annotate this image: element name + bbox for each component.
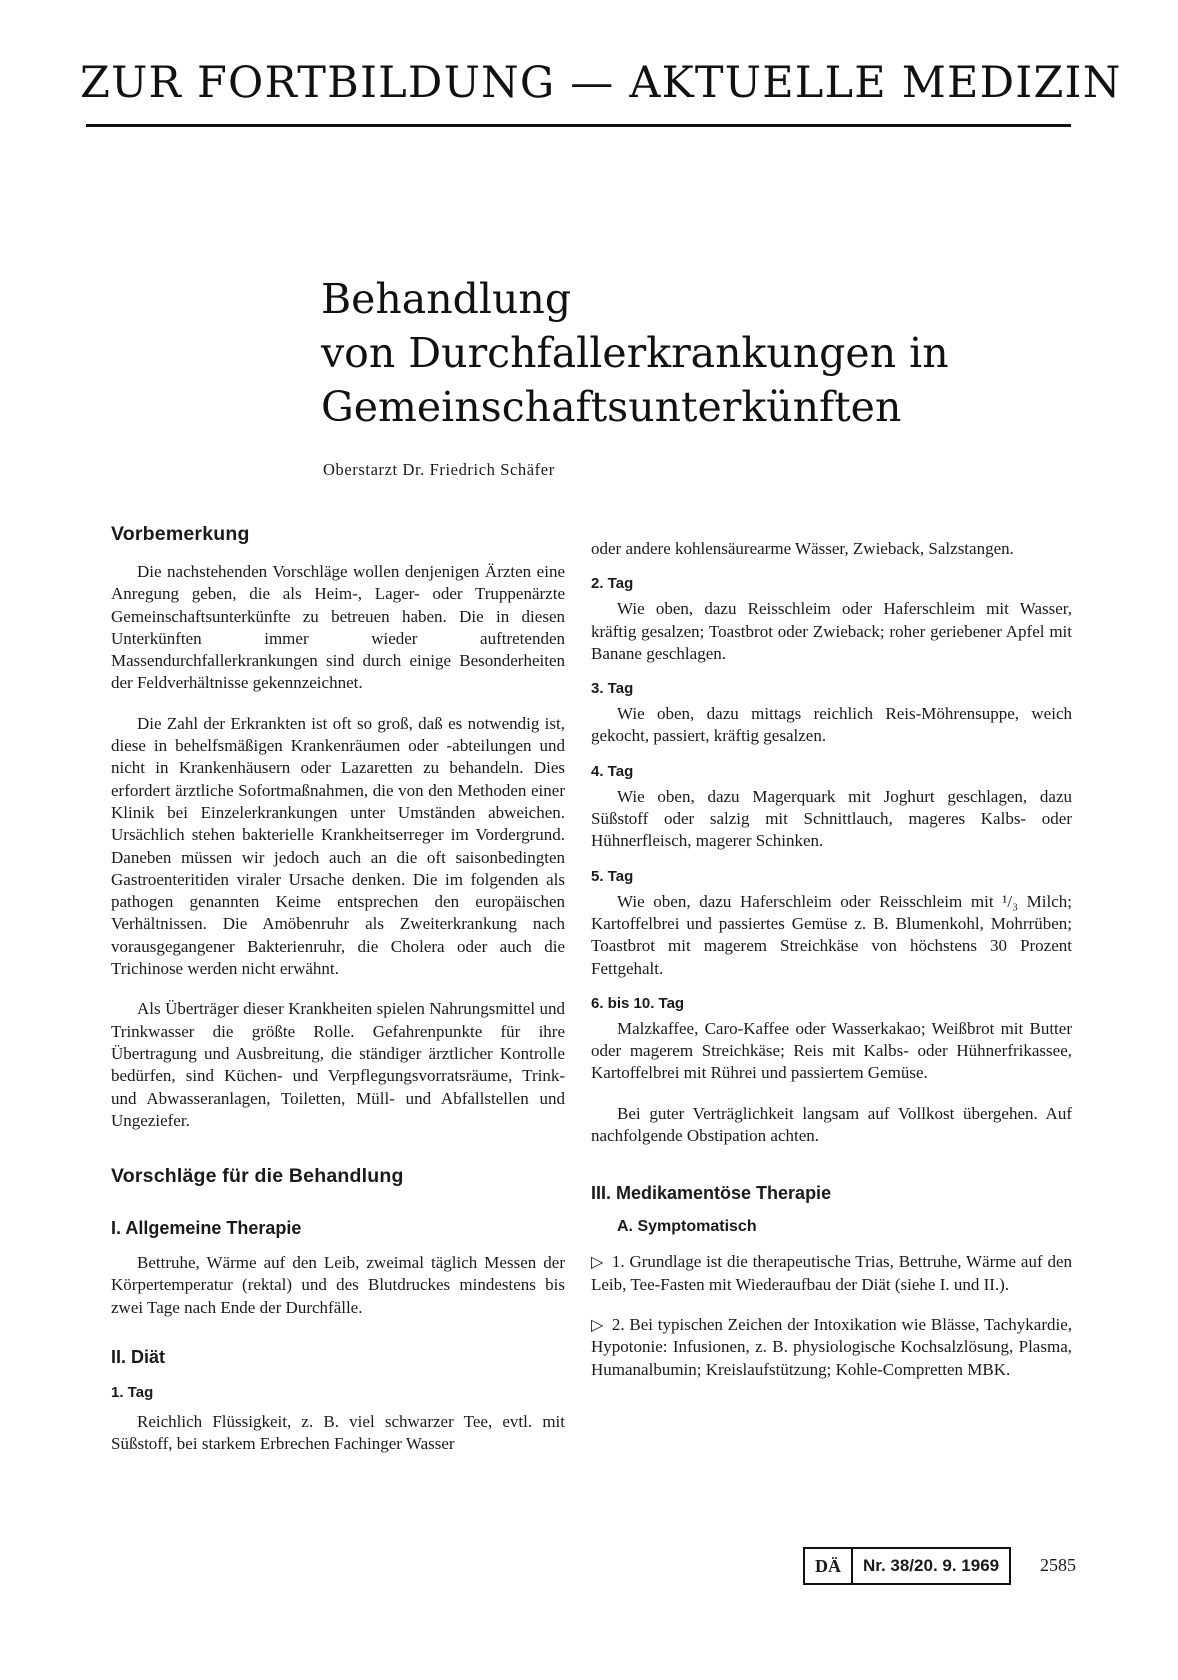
heading-vorbemerkung: Vorbemerkung — [111, 523, 250, 545]
title-line-2: von Durchfallerkrankungen in — [321, 329, 949, 377]
list-item-1 — [591, 1251, 1072, 1296]
paragraph-intro-1: Die nachstehenden Vorschläge wollen denjenigen Ärzten eine Anregung geben, die als Heim-, Lager- oder Truppenärzte Gemeinschaftsunterkünfte zu betreuen haben. Die in diesen Unterkünften immer wieder auftretenden Massendurchfallerkrankungen sind durch einige Besonderheiten der Feldverhältnisse gekennzeichnet. — [111, 562, 565, 693]
page-number: 2585 — [1040, 1555, 1076, 1575]
list-item-2-text: 2. Bei typischen Zeichen der Intoxikation wie Blässe, Tachykardie, Hypotonie: Infusionen, z. B. physiologische Kochsalzlösung, Plasma, Humanalbumin; Kreislaufstützung; Kohle-Compretten MBK. — [591, 1314, 1072, 1379]
title-line-1: Behandlung — [321, 275, 572, 323]
right-column — [591, 539, 1072, 1381]
heading-tag-4: 4. Tag — [591, 762, 634, 780]
paragraph-tag-5: Wie oben, dazu Haferschleim oder Reisschleim mit ¹/₃ Milch; Kartoffelbrei und passiertes Gemüse z. B. Blumenkohl, Mohrrüben; Toastbrot mit magerem Streichkäse von höchstens 30 Prozent Fettgehalt. — [591, 891, 1072, 978]
heading-tag-2: 2. Tag — [591, 575, 634, 593]
paragraph-tag-1-continued: oder andere kohlensäurearme Wässer, Zwieback, Salzstangen. — [591, 539, 1014, 558]
paragraph-intro-3: Als Überträger dieser Krankheiten spielen Nahrungsmittel und Trinkwasser die größte Rolle. Gefahrenpunkte für ihre Übertragung und Ausbreitung, die ständiger ärztlicher Kontrolle bedürfen, sind Küchen- und Verpflegungsvorratsräume, Trink- und Abwasseranlagen, Toiletten, Müll- und Abfallstellen und Ungeziefer. — [111, 999, 565, 1130]
paragraph-tag-1: Reichlich Flüssigkeit, z. B. viel schwarzer Tee, evtl. mit Süßstoff, bei starkem Erbrechen Fachinger Wasser — [111, 1412, 565, 1454]
title-line-3: Gemeinschaftsunterkünften — [321, 383, 902, 431]
list-item-2 — [591, 1314, 1072, 1381]
heading-tag-3: 3. Tag — [591, 680, 634, 698]
journal-reference-box — [803, 1547, 1011, 1585]
paragraph-tag-6-10: Malzkaffee, Caro-Kaffee oder Wasserkakao; Weißbrot mit Butter oder magerem Streichkäse; Reis mit Kalbs- oder Hühnerfrikassee, Kartoffelbrei mit Rührei und passiertem Gemüse. — [591, 1018, 1072, 1083]
issue-number: Nr. 38/20. 9. 1969 — [863, 1556, 1000, 1575]
article-title — [321, 272, 949, 434]
author-line: Oberstarzt Dr. Friedrich Schäfer — [323, 460, 555, 479]
heading-tag-1: 1. Tag — [111, 1384, 154, 1402]
list-item-1-text: 1. Grundlage ist die therapeutische Trias, Bettruhe, Wärme auf den Leib, Tee-Fasten mit Wiederaufbau der Diät (siehe I. und II.). — [591, 1252, 1072, 1294]
masthead-rule — [86, 124, 1071, 127]
paragraph-tag-4: Wie oben, dazu Magerquark mit Joghurt geschlagen, dazu Süßstoff oder salzig mit Schnittlauch, mageres Kalbs- oder Hühnerfleisch, magerer Schinken. — [591, 786, 1072, 851]
triangle-bullet-icon: ▷ — [591, 1314, 604, 1334]
heading-tag-5: 5. Tag — [591, 867, 634, 885]
paragraph-tag-3: Wie oben, dazu mittags reichlich Reis-Möhrensuppe, weich gekocht, passiert, kräftig gesalzen. — [591, 704, 1072, 746]
triangle-bullet-icon: ▷ — [591, 1252, 604, 1272]
paragraph-tag-2: Wie oben, dazu Reisschleim oder Haferschleim mit Wasser, kräftig gesalzen; Toastbrot oder Zwieback; roher geriebener Apfel mit Banane geschlagen. — [591, 599, 1072, 663]
heading-tag-6-10: 6. bis 10. Tag — [591, 994, 685, 1012]
heading-allgemeine-therapie: I. Allgemeine Therapie — [111, 1218, 302, 1239]
masthead: ZUR FORTBILDUNG — AKTUELLE MEDIZIN — [80, 58, 1122, 108]
heading-vorschlaege: Vorschläge für die Behandlung — [111, 1165, 404, 1188]
left-column — [111, 523, 565, 1456]
heading-diaet: II. Diät — [111, 1347, 166, 1368]
heading-medikamentoese-therapie: III. Medikamentöse Therapie — [591, 1183, 832, 1204]
paragraph-allgemeine-therapie: Bettruhe, Wärme auf den Leib, zweimal täglich Messen der Körpertemperatur (rektal) und des Blutdruckes mindestens bis zwei Tage nach Ende der Durchfälle. — [111, 1253, 565, 1317]
paragraph-vollkost: Bei guter Verträglichkeit langsam auf Vollkost übergehen. Auf nachfolgende Obstipation achten. — [591, 1103, 1072, 1146]
paragraph-intro-2: Die Zahl der Erkrankten ist oft so groß, daß es notwendig ist, diese in behelfsmäßigen Krankenräumen oder -abteilungen und nicht in Krankenhäusern oder Lazaretten zu behandeln. Dies erfordert ärztliche Sofortmaßnahmen, die von den Methoden einer Klinik bei Einzelerkrankungen unter Umständen abweichen. Ursächlich stehen bakterielle Krankheitserreger im Vordergrund. Daneben müssen wir jedoch auch an die oft saisonbedingten Gastroenteritiden viraler Ursache denken. Die im folgenden als pathogen genannten Keime entsprechen den europäischen Verhältnissen. Die Amöbenruhr als Zweiterkrankung nach vorausgegangener Bakterienruhr, die Cholera oder auch die Trichinose werden nicht erwähnt. — [111, 713, 565, 979]
heading-symptomatisch: A. Symptomatisch — [617, 1218, 757, 1236]
journal-abbreviation: DÄ — [805, 1549, 853, 1583]
